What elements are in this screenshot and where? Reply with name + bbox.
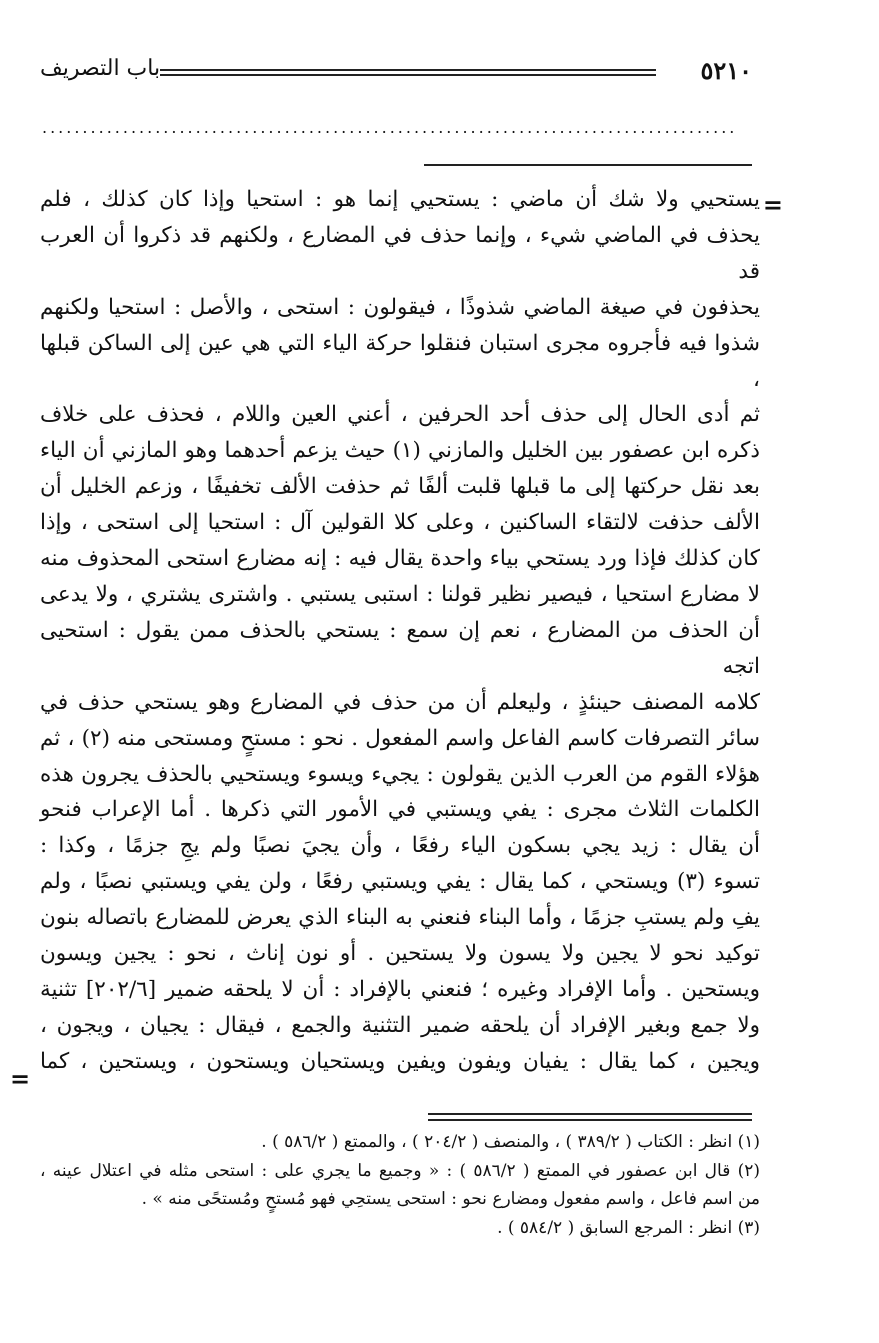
text-line: الكلمات الثلاث مجرى : يفي ويستبي في الأمور التي ذكرها . أما الإعراب فنحو	[40, 797, 760, 823]
footnote-3: (٣) انظر : المرجع السابق ( ٥٨٤/٢ ) .	[497, 1217, 760, 1238]
footnote-2: (٢) قال ابن عصفور في الممتع ( ٥٨٦/٢ ) : « وجميع ما يجري على : استحى مثله في اعتلال عينه ،	[40, 1160, 760, 1181]
text-line: يحذف في الماضي شيء ، وإنما حذف في المضارع ، ولكنهم قد ذكروا أن العرب قد	[40, 222, 760, 284]
footnote-rule	[428, 1113, 752, 1115]
continuation-mark-end: =	[10, 1064, 31, 1093]
text-line: بعد نقل حركتها إلى ما قبلها قلبت ألفًا ثم حذفت الألف تخفيفًا ، وزعم الخليل أن	[40, 474, 760, 500]
text-line: هؤلاء القوم من العرب الذين يقولون : يجيء ويسوء ويستحيي بالحذف يجرون هذه	[40, 761, 760, 787]
text-line: لا مضارع استحيا ، فيصير نظير قولنا : استبى يستبي . واشترى يشتري ، ولا يدعى	[40, 581, 760, 607]
header-rule	[160, 74, 656, 76]
text-line: يفِ ولم يستبِ جزمًا ، وأما البناء فنعني به البناء الذي يعرض للمضارع باتصاله بنون	[40, 905, 760, 931]
page-number: ٥٢١٠	[700, 56, 752, 85]
section-rule	[424, 164, 752, 166]
text-line: شذوا فيه فأجروه مجرى استبان فنقلوا حركة الياء التي هي عين إلى الساكن قبلها ،	[40, 330, 760, 392]
text-line: توكيد نحو لا يجين ولا يسون ولا يستحين . أو نون إناث ، نحو : يجين ويسون	[40, 941, 760, 967]
chapter-title: باب التصريف	[40, 56, 161, 81]
text-line: تسوء (٣) ويستحي ، كما يقال : يفي ويستبي رفعًا ، ولن يفي ويستبي نصبًا ، ولم	[40, 869, 760, 895]
text-line: سائر التصرفات كاسم الفاعل واسم المفعول . نحو : مستحٍ ومستحى منه (٢) ، ثم	[40, 725, 760, 751]
text-line: ذكره ابن عصفور بين الخليل والمازني (١) حيث يزعم أحدهما وهو المازني أن الياء	[40, 438, 760, 464]
footnote-rule	[428, 1119, 752, 1121]
header-rule	[160, 69, 656, 71]
dotted-separator: ......................................................................................	[42, 118, 738, 137]
text-line: أن يقال : زيد يجي بسكون الياء رفعًا ، وأن يجيَ نصبًا ولم يجِ جزمًا ، وكذا :	[40, 833, 760, 859]
text-line: كان كذلك فإذا ورد يستحي بياء واحدة يقال فيه : إنه مضارع استحى المحذوف منه	[40, 546, 760, 572]
text-line: ويستحين . وأما الإفراد وغيره ؛ فنعني بالإفراد : أن لا يلحقه ضمير [٢٠٢/٦] تثنية	[40, 976, 760, 1002]
body-text	[40, 182, 760, 1080]
footnote-2-continued: من اسم فاعل ، واسم مفعول ومضارع نحو : استحى يستحِي فهو مُستحٍ ومُستحًى منه » .	[141, 1189, 760, 1209]
footnotes	[40, 1128, 760, 1242]
text-line: كلامه المصنف حينئذٍ ، وليعلم أن من حذف في المضارع وهو يستحي حذف في	[40, 689, 760, 715]
continuation-mark-start: =	[762, 190, 783, 219]
text-line: يستحيي ولا شك أن ماضي : يستحيي إنما هو : استحيا وإذا كان كذلك ، فلم	[40, 187, 760, 212]
text-line: الألف حذفت لالتقاء الساكنين ، وعلى كلا القولين آل : استحيا إلى استحى ، وإذا	[40, 510, 760, 536]
text-line: ويجين ، كما يقال : يفيان ويفون ويفين ويستحيان ويستحون ، ويستحين ، كما	[40, 1048, 760, 1074]
text-line: ولا جمع وبغير الإفراد أن يلحقه ضمير التثنية والجمع ، فيقال : يجيان ، ويجون ،	[40, 1012, 760, 1038]
running-header	[40, 56, 752, 90]
text-line: أن الحذف من المضارع ، نعم إن سمع : يستحي بالحذف ممن يقول : استحيى اتجه	[40, 617, 760, 679]
text-line: يحذفون في صيغة الماضي شذوذًا ، فيقولون : استحى ، والأصل : استحيا ولكنهم	[40, 294, 760, 320]
text-line: ثم أدى الحال إلى حذف أحد الحرفين ، أعني العين واللام ، فحذف على خلاف	[40, 402, 760, 428]
footnote-1: (١) انظر : الكتاب ( ٣٨٩/٢ ) ، والمنصف ( ٢٠٤/٢ ) ، والممتع ( ٥٨٦/٢ ) .	[261, 1132, 760, 1152]
